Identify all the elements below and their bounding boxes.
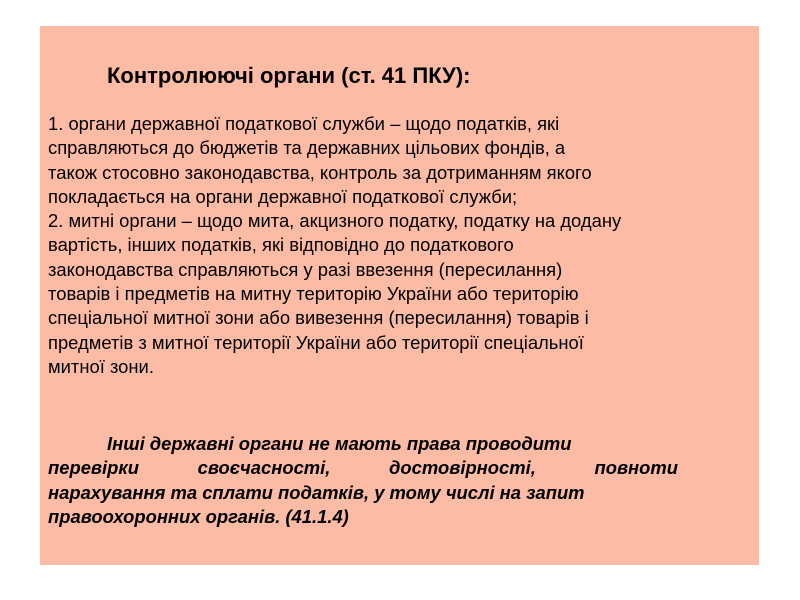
body-line: спеціальної митної зони або вивезення (пересилання) товарів і: [48, 307, 589, 329]
body-line: товарів і предметів на митну територію України або територію: [48, 283, 579, 305]
note-word: повноти: [594, 457, 678, 479]
note-word: своєчасності,: [197, 457, 331, 479]
note-line-justified: [48, 456, 678, 480]
note-word: перевірки: [48, 457, 139, 479]
slide-title: Контролюючі органи (ст. 41 ПКУ):: [107, 63, 471, 88]
body-line: справляються до бюджетів та державних цільових фондів, а: [48, 137, 566, 159]
body-line: 2. митні органи – щодо мита, акцизного податку, податку на додану: [48, 210, 622, 232]
body-line: покладається на органи державної податкової служби;: [48, 185, 518, 207]
body-line: предметів з митної території України або території спеціальної: [48, 331, 584, 353]
body-line: також стосовно законодавства, контроль за дотриманням якого: [48, 161, 592, 183]
note-line: нарахування та сплати податків, у тому числі на запит: [48, 481, 585, 503]
slide-content-box: [40, 26, 759, 565]
note-line: Інші державні органи не мають права проводити: [107, 433, 572, 454]
body-line: митної зони.: [48, 355, 154, 377]
note-word: достовірності,: [389, 457, 536, 479]
note-paragraph: [48, 432, 678, 529]
body-line: законодавства справляються у разі ввезення (пересилання): [48, 258, 563, 280]
body-line: вартість, інших податків, які відповідно до податкового: [48, 234, 514, 256]
body-text: [48, 112, 748, 379]
note-line: правоохоронних органів. (41.1.4): [48, 505, 349, 527]
body-line: 1. органи державної податкової служби – щодо податків, які: [48, 113, 560, 134]
